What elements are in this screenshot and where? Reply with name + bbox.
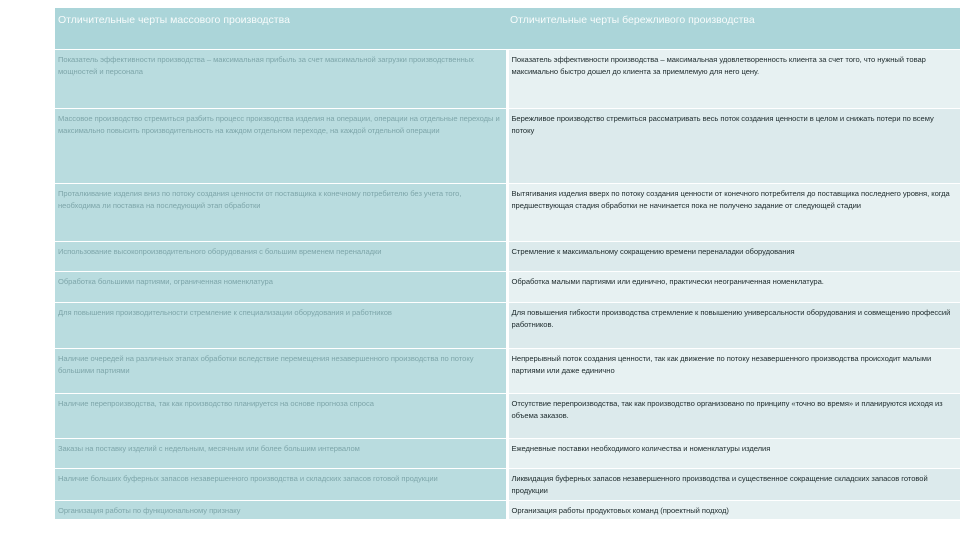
lean-cell: Организация работы продуктовых команд (проектный подход) [507,501,960,520]
lean-cell: Ежедневные поставки необходимого количества и номенклатуры изделия [507,439,960,469]
header-row [55,8,960,50]
lean-cell: Ликвидация буферных запасов незавершенного производства и существенное сокращение складских запасов готовой продукции [507,469,960,501]
table-row [55,439,960,469]
lean-cell: Вытягивания изделия вверх по потоку создания ценности от конечного потребителя до поставщика последнего уровня, когда предшествующая стадия обработки не начинается пока не получено задание от следующей стадии [507,184,960,242]
table-row [55,501,960,520]
table-row [55,349,960,394]
comparison-table [55,7,960,520]
lean-cell: Для повышения гибкости производства стремление к повышению универсальности оборудования и совмещению профессий работников. [507,303,960,349]
table-row [55,272,960,303]
mass-cell: Наличие перепроизводства, так как производство планируется на основе прогноза спроса [55,394,507,439]
table-row [55,50,960,109]
header-lean-production: Отличительные черты бережливого производства [507,8,960,50]
mass-cell: Наличие больших буферных запасов незавершенного производства и складских запасов готовой продукции [55,469,507,501]
lean-cell: Непрерывный поток создания ценности, так как движение по потоку незавершенного производства происходит малыми партиями или даже единично [507,349,960,394]
table-row [55,242,960,272]
header-mass-production: Отличительные черты массового производства [55,8,507,50]
table-row [55,109,960,184]
mass-cell: Обработка большими партиями, ограниченная номенклатура [55,272,507,303]
lean-cell: Обработка малыми партиями или единично, практически неограниченная номенклатура. [507,272,960,303]
mass-cell: Проталкивание изделия вниз по потоку создания ценности от поставщика к конечному потребителю без учета того, необходима ли поставка на последующий этап обработки [55,184,507,242]
lean-cell: Бережливое производство стремиться рассматривать весь поток создания ценности в целом и снижать потери по всему потоку [507,109,960,184]
mass-cell: Наличие очередей на различных этапах обработки вследствие перемещения незавершенного производства по потоку большими партиями [55,349,507,394]
table-row [55,394,960,439]
table-row [55,184,960,242]
lean-cell: Стремление к максимальному сокращению времени переналадки оборудования [507,242,960,272]
table-row [55,303,960,349]
table-row [55,469,960,501]
mass-cell: Организация работы по функциональному признаку [55,501,507,520]
mass-cell: Показатель эффективности производства – максимальная прибыль за счет максимальной загрузки производственных мощностей и персонала [55,50,507,109]
lean-cell: Отсутствие перепроизводства, так как производство организовано по принципу «точно во время» и планируются исходя из объема заказов. [507,394,960,439]
lean-cell: Показатель эффективности производства – максимальная удовлетворенность клиента за счет того, что нужный товар максимально быстро дошел до клиента за приемлемую для него цену. [507,50,960,109]
mass-cell: Заказы на поставку изделий с недельным, месячным или более большим интервалом [55,439,507,469]
mass-cell: Для повышения производительности стремление к специализации оборудования и работников [55,303,507,349]
mass-cell: Использование высокопроизводительного оборудования с большим временем переналадки [55,242,507,272]
mass-cell: Массовое производство стремиться разбить процесс производства изделия на операции, операции на отдельные переходы и максимально повысить производительность на каждом отдельном переходе, на каждой отдельной операции [55,109,507,184]
